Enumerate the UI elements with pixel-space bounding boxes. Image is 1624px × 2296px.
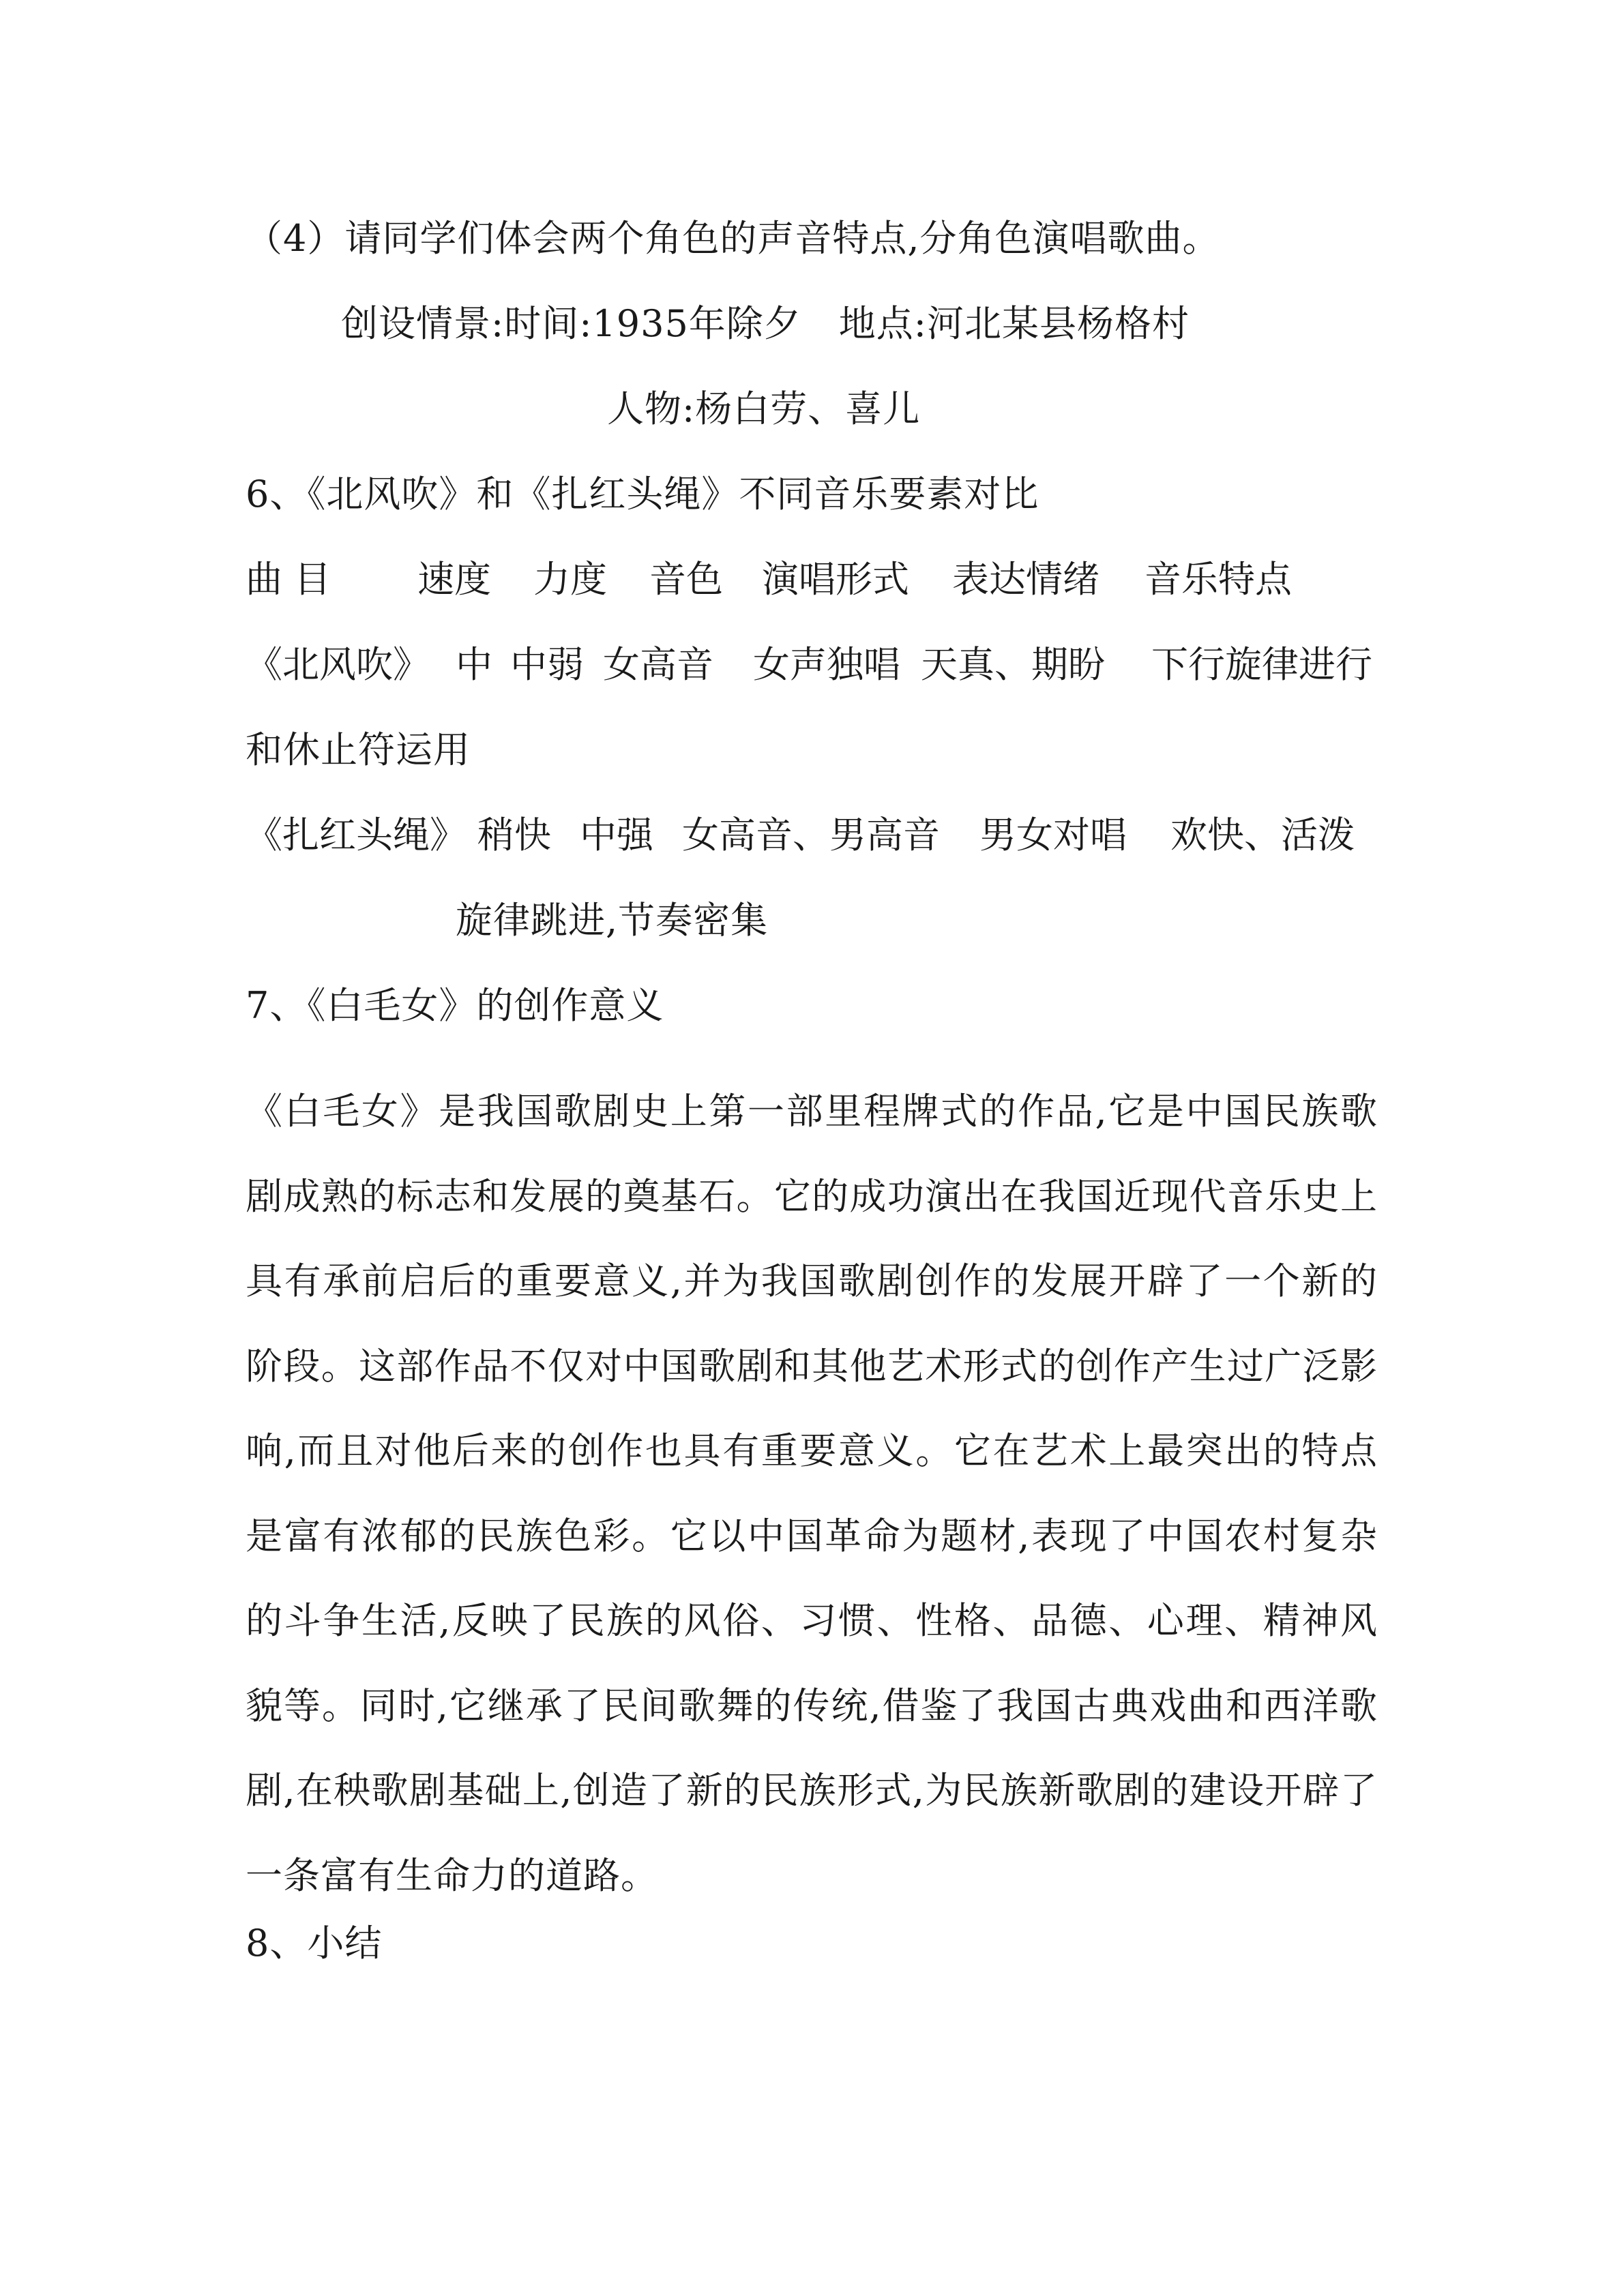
table-header-emotion: 表达情绪 xyxy=(952,558,1099,601)
section-6-heading: 6、《北风吹》和《扎红头绳》不同音乐要素对比 xyxy=(246,473,1039,516)
section-7-heading: 7、《白毛女》的创作意义 xyxy=(246,984,664,1027)
table-header-tempo: 速度 xyxy=(417,558,491,601)
table-row2-dynamics: 中强 xyxy=(580,814,653,856)
table-row2-timbre: 女高音、男高音 xyxy=(682,814,940,856)
table-header-form: 演唱形式 xyxy=(762,558,909,601)
table-header-dynamics: 力度 xyxy=(533,558,607,601)
table-row1-timbre: 女高音 xyxy=(603,643,713,686)
table-header-timbre: 音色 xyxy=(649,558,723,601)
table-header-piece: 曲 目 xyxy=(246,558,331,601)
section-8-heading: 8、小结 xyxy=(246,1922,383,1965)
table-row2-features: 旋律跳进,节奏密集 xyxy=(456,899,769,942)
table-row1-emotion: 天真、期盼 xyxy=(921,643,1105,686)
section-7-paragraph: 《白毛女》是我国歌剧史上第一部里程牌式的作品,它是中国民族歌剧成熟的标志和发展的奠基石。它的成功演出在我国近现代音乐史上具有承前启后的重要意义,并为我国歌剧创作的发展开辟了一个新的阶段。这部作品不仅对中国歌剧和其他艺术形式的创作产生过广泛影响,而且对他后来的创作也具有重要意义。它在艺术上最突出的特点是富有浓郁的民族色彩。它以中国革命为题材,表现了中国农村复杂的斗争生活,反映了民族的风俗、习惯、性格、品德、心理、精神风貌等。同时,它继承了民间歌舞的传统,借鉴了我国古典戏曲和西洋歌剧,在秧歌剧基础上,创造了新的民族形式,为民族新歌剧的建设开辟了一条富有生命力的道路。 xyxy=(246,1090,1378,1897)
table-header-features: 音乐特点 xyxy=(1145,558,1292,601)
table-row2-tempo: 稍快 xyxy=(477,814,551,856)
table-row1-features: 下行旋律进行 xyxy=(1151,643,1372,686)
table-row1-dynamics: 中弱 xyxy=(510,643,584,686)
table-row2-piece: 《扎红头绳》 xyxy=(246,814,467,856)
item-4-instruction: （4）请同学们体会两个角色的声音特点,分角色演唱歌曲。 xyxy=(246,217,1220,260)
table-row1-features-continued: 和休止符运用 xyxy=(246,728,471,771)
table-row1-tempo: 中 xyxy=(456,643,492,686)
table-row2-emotion: 欢快、活泼 xyxy=(1170,814,1355,856)
table-row1-form: 女声独唱 xyxy=(753,643,900,686)
table-row1-piece: 《北风吹》 xyxy=(246,643,430,686)
scene-setting: 创设情景:时间:1935年除夕 地点:河北某县杨格村 xyxy=(341,302,1190,345)
table-row2-form: 男女对唱 xyxy=(979,814,1127,856)
characters-line: 人物:杨白劳、喜儿 xyxy=(607,387,921,430)
